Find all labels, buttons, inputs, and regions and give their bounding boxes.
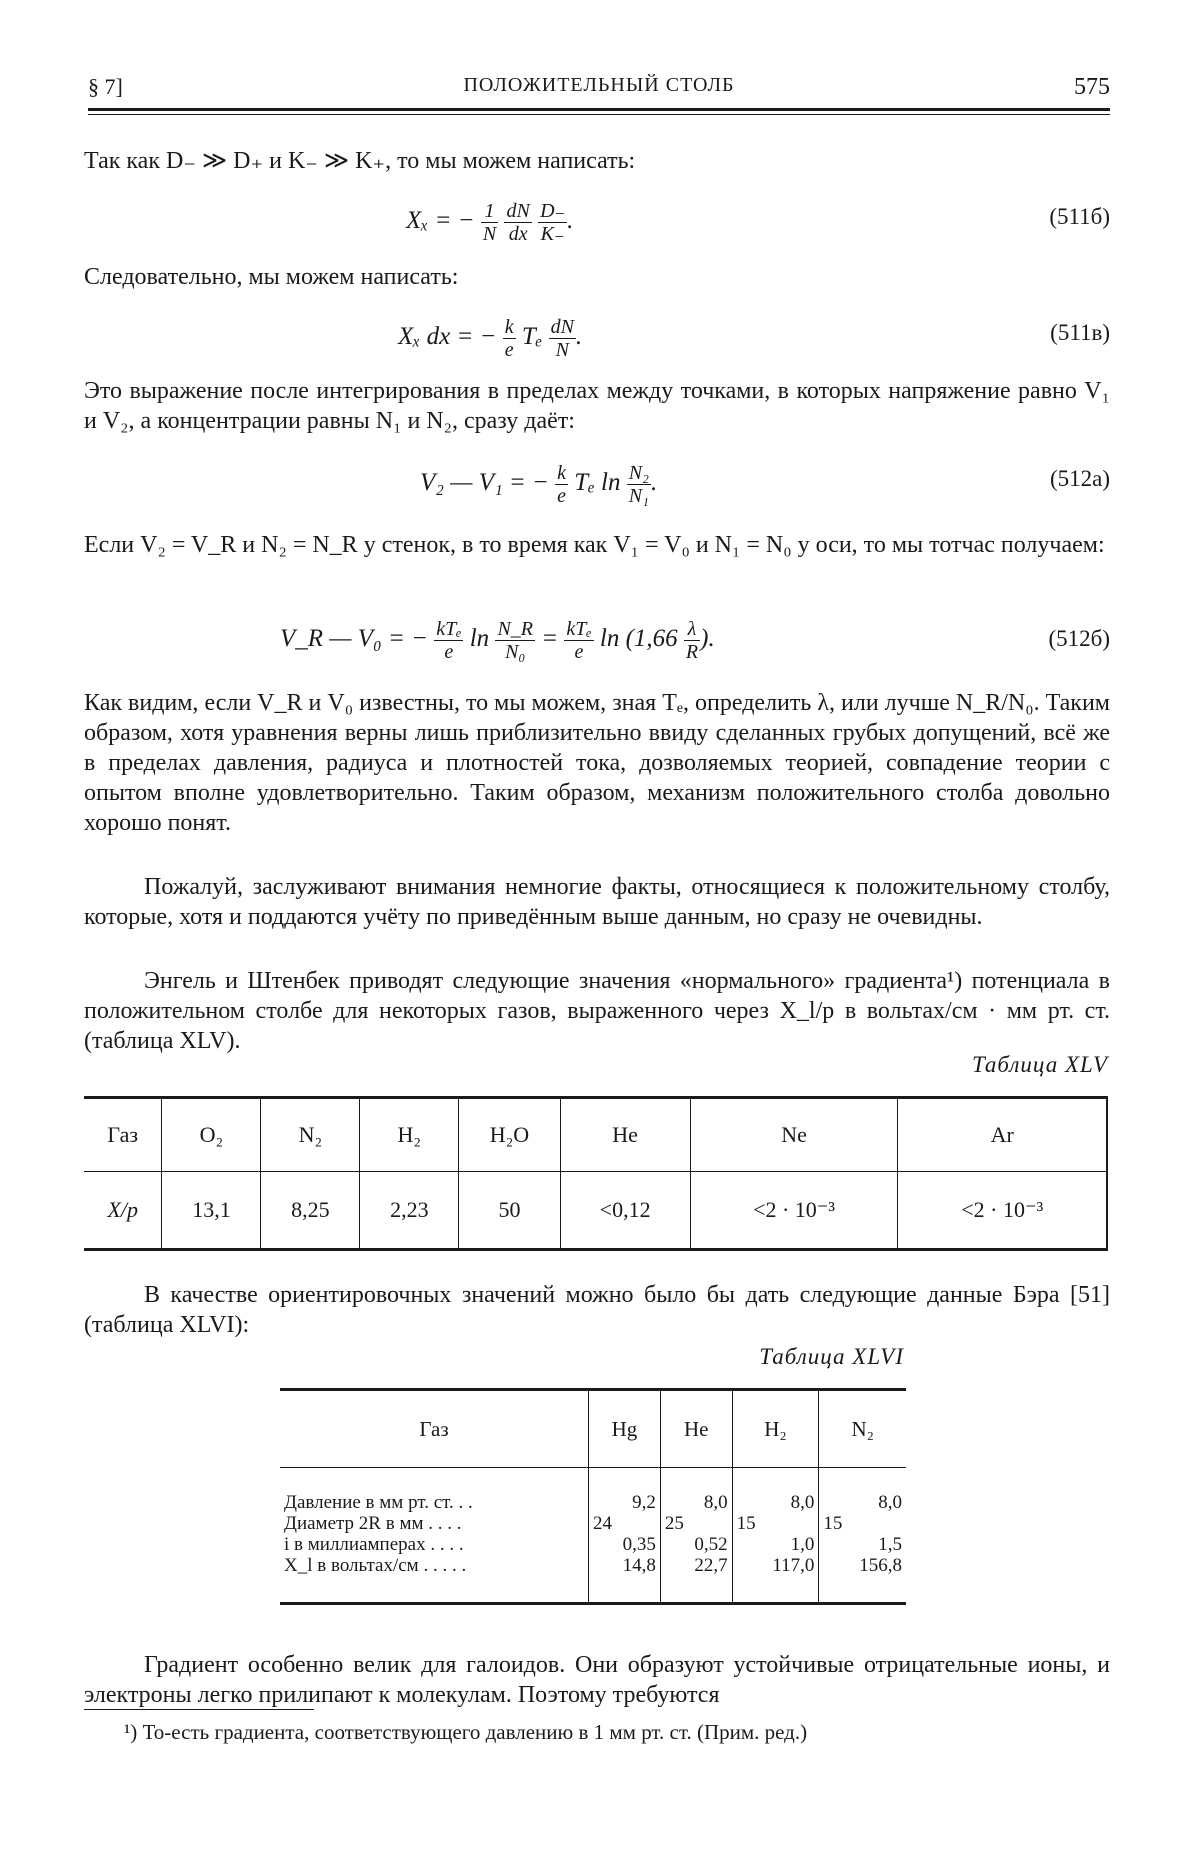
table-xlvi bbox=[280, 1388, 906, 1605]
table-header-cell: He bbox=[660, 1390, 732, 1468]
paragraph-9: Градиент особенно велик для галоидов. Они образуют устойчивые отрицательные ионы, и электроны легко прилипают к молекулам. Поэтому требуются bbox=[84, 1652, 1110, 1708]
paragraph-1: Так как D₋ ≫ D₊ и K₋ ≫ K₊, то мы можем написать: bbox=[84, 148, 636, 174]
table-cell: 156,8 bbox=[819, 1555, 906, 1604]
table-cell: 1,5 bbox=[819, 1534, 906, 1555]
eq-tail: . bbox=[575, 323, 583, 351]
table-cell: 8,0 bbox=[660, 1468, 732, 1514]
frac-top: kTₑ bbox=[566, 618, 592, 640]
frac-bottom: R bbox=[685, 641, 699, 663]
equation-512a bbox=[84, 446, 1110, 506]
table-header-cell: N₂ bbox=[261, 1098, 360, 1172]
table-cell: 8,0 bbox=[819, 1468, 906, 1514]
eq-lhs: V_R — V₀ = − bbox=[280, 625, 428, 653]
equation-511v bbox=[84, 300, 1110, 360]
frac-top: N₂ bbox=[628, 462, 649, 484]
frac-top: N_R bbox=[497, 618, 533, 640]
eq-mid: Tₑ bbox=[521, 323, 543, 351]
table-cell: 15 bbox=[732, 1513, 819, 1534]
equation-512b bbox=[84, 600, 1110, 670]
frac-bottom: N₀ bbox=[505, 641, 526, 663]
frac-top: dN bbox=[506, 200, 530, 222]
table-header-row bbox=[84, 1098, 1107, 1172]
table-cell: <0,12 bbox=[560, 1172, 690, 1250]
frac-bottom: e bbox=[574, 641, 584, 663]
table-cell: 117,0 bbox=[732, 1555, 819, 1604]
table-cell: 22,7 bbox=[660, 1555, 732, 1604]
frac-bottom: e bbox=[557, 485, 567, 507]
frac-top: dN bbox=[550, 316, 574, 338]
table-row bbox=[280, 1513, 906, 1534]
table-cell: X/p bbox=[107, 1197, 139, 1222]
frac-top: 1 bbox=[481, 200, 498, 223]
table-cell: 0,52 bbox=[660, 1534, 732, 1555]
header-rule bbox=[88, 108, 1110, 111]
table-cell: 25 bbox=[660, 1513, 732, 1534]
frac-bottom: N bbox=[555, 339, 569, 361]
table-caption: Таблица XLV bbox=[971, 1052, 1108, 1077]
eq-tail: ). bbox=[700, 625, 715, 653]
table-xlv bbox=[84, 1096, 1108, 1251]
equation-number: (511в) bbox=[1050, 320, 1110, 345]
table-header-cell: Ar bbox=[898, 1098, 1107, 1172]
eq-mid: ln bbox=[469, 625, 490, 653]
table-header-cell: Газ bbox=[280, 1390, 589, 1468]
table-header-cell: Газ bbox=[84, 1098, 162, 1172]
frac-bottom: e bbox=[444, 641, 454, 663]
running-title: ПОЛОЖИТЕЛЬНЫЙ СТОЛБ bbox=[463, 74, 735, 96]
page-number: 575 bbox=[1074, 74, 1110, 100]
table-header-cell: H₂O bbox=[459, 1098, 560, 1172]
paragraph-7: Энгель и Штенбек приводят следующие значения «нормального» градиента¹) потенциала в положительном столбе для некоторых газов, выраженного через X_l/p в вольтах/см · мм рт. ст. (таблица XLV). bbox=[84, 968, 1110, 1054]
paragraph-8: В качестве ориентировочных значений можно было бы дать следующие данные Бэра [51] (таблица XLVI): bbox=[84, 1282, 1110, 1338]
table-cell: 14,8 bbox=[589, 1555, 661, 1604]
table-cell: 2,23 bbox=[360, 1172, 459, 1250]
footnote: ¹) То-есть градиента, соответствующего давлению в 1 мм рт. ст. (Прим. ред.) bbox=[124, 1720, 808, 1744]
paragraph-5: Как видим, если V_R и V₀ известны, то мы можем, зная Tₑ, определить λ, или лучше N_R/N₀. Таким образом, хотя уравнения верны лишь приблизительно ввиду сделанных грубых допущений, всё же в пределах давления, радиуса и плотностей тока, дозволяемых теорией, совпадение теории с опытом вполне удовлетворительно. Таким образом, механизм положительного столба довольно хорошо понят. bbox=[84, 690, 1110, 836]
table-cell: 15 bbox=[819, 1513, 906, 1534]
table-cell: 50 bbox=[459, 1172, 560, 1250]
table-row bbox=[280, 1468, 906, 1514]
footnote-rule bbox=[84, 1709, 314, 1710]
eq-tail: . bbox=[651, 469, 658, 497]
table-row bbox=[280, 1555, 906, 1604]
eq-mid: Tₑ ln bbox=[574, 469, 621, 497]
frac-top: kTₑ bbox=[436, 618, 462, 640]
frac-bottom: N bbox=[482, 223, 497, 245]
table-cell: 24 bbox=[589, 1513, 661, 1534]
table-cell: <2 · 10⁻³ bbox=[898, 1172, 1107, 1250]
paragraph-2: Следовательно, мы можем написать: bbox=[84, 264, 459, 290]
eq-tail: . bbox=[567, 207, 574, 235]
paragraph-4: Если V₂ = V_R и N₂ = N_R у стенок, в то время как V₁ = V₀ и N₁ = N₀ у оси, то мы тотчас получаем: bbox=[84, 532, 1105, 558]
row-label: Давление в мм рт. ст. . . bbox=[284, 1492, 473, 1513]
table-cell: 8,0 bbox=[732, 1468, 819, 1514]
row-label: i в миллиамперах . . . . bbox=[284, 1534, 464, 1555]
equation-number: (512б) bbox=[1048, 626, 1110, 651]
table-caption: Таблица XLVI bbox=[759, 1344, 904, 1369]
paragraph-6: Пожалуй, заслуживают внимания немногие факты, относящиеся к положительному столбу, которые, хотя и поддаются учёту по приведённым выше данным, но сразу не очевидны. bbox=[84, 874, 1110, 930]
table-header-row bbox=[280, 1390, 906, 1468]
eq-lhs: V₂ — V₁ = − bbox=[420, 469, 549, 497]
paragraph-3: Это выражение после интегрирования в пределах между точками, в которых напряжение равно V₁ и V₂, а концентрации равны N₁ и N₂, сразу даёт: bbox=[84, 378, 1110, 434]
table-row bbox=[280, 1534, 906, 1555]
table-header-cell: H₂ bbox=[360, 1098, 459, 1172]
section-number: § 7] bbox=[88, 74, 123, 99]
frac-bottom: K₋ bbox=[540, 223, 565, 245]
table-header-cell: O₂ bbox=[162, 1098, 261, 1172]
table-cell: 0,35 bbox=[589, 1534, 661, 1555]
table-header-cell: N₂ bbox=[819, 1390, 906, 1468]
table-row bbox=[84, 1172, 1107, 1250]
equation-number: (511б) bbox=[1049, 204, 1110, 229]
eq-mid: ln (1,66 bbox=[599, 625, 678, 653]
table-cell: 8,25 bbox=[261, 1172, 360, 1250]
eq-lhs: Xₓ dx = − bbox=[398, 323, 497, 351]
frac-top: k bbox=[557, 462, 567, 484]
frac-top: k bbox=[504, 316, 514, 338]
table-header-cell: He bbox=[560, 1098, 690, 1172]
eq-equals: = bbox=[541, 625, 559, 653]
frac-bottom: N₁ bbox=[628, 485, 649, 507]
table-header-cell: H₂ bbox=[732, 1390, 819, 1468]
frac-top: D₋ bbox=[540, 200, 566, 222]
running-header bbox=[88, 74, 1110, 108]
eq-lhs: Xₓ = − bbox=[406, 207, 475, 235]
table-cell: 1,0 bbox=[732, 1534, 819, 1555]
equation-number: (512а) bbox=[1049, 466, 1110, 491]
equation-511b bbox=[84, 184, 1110, 244]
row-label: Диаметр 2R в мм . . . . bbox=[284, 1513, 462, 1534]
row-label: X_l в вольтах/см . . . . . bbox=[284, 1555, 467, 1576]
table-header-cell: Ne bbox=[690, 1098, 898, 1172]
table-cell: 13,1 bbox=[162, 1172, 261, 1250]
frac-top: λ bbox=[684, 618, 700, 641]
table-cell: <2 · 10⁻³ bbox=[690, 1172, 898, 1250]
table-header-cell: Hg bbox=[589, 1390, 661, 1468]
frac-bottom: e bbox=[504, 339, 514, 361]
table-cell: 9,2 bbox=[589, 1468, 661, 1514]
frac-bottom: dx bbox=[508, 223, 528, 245]
header-rule-thin bbox=[88, 114, 1110, 115]
